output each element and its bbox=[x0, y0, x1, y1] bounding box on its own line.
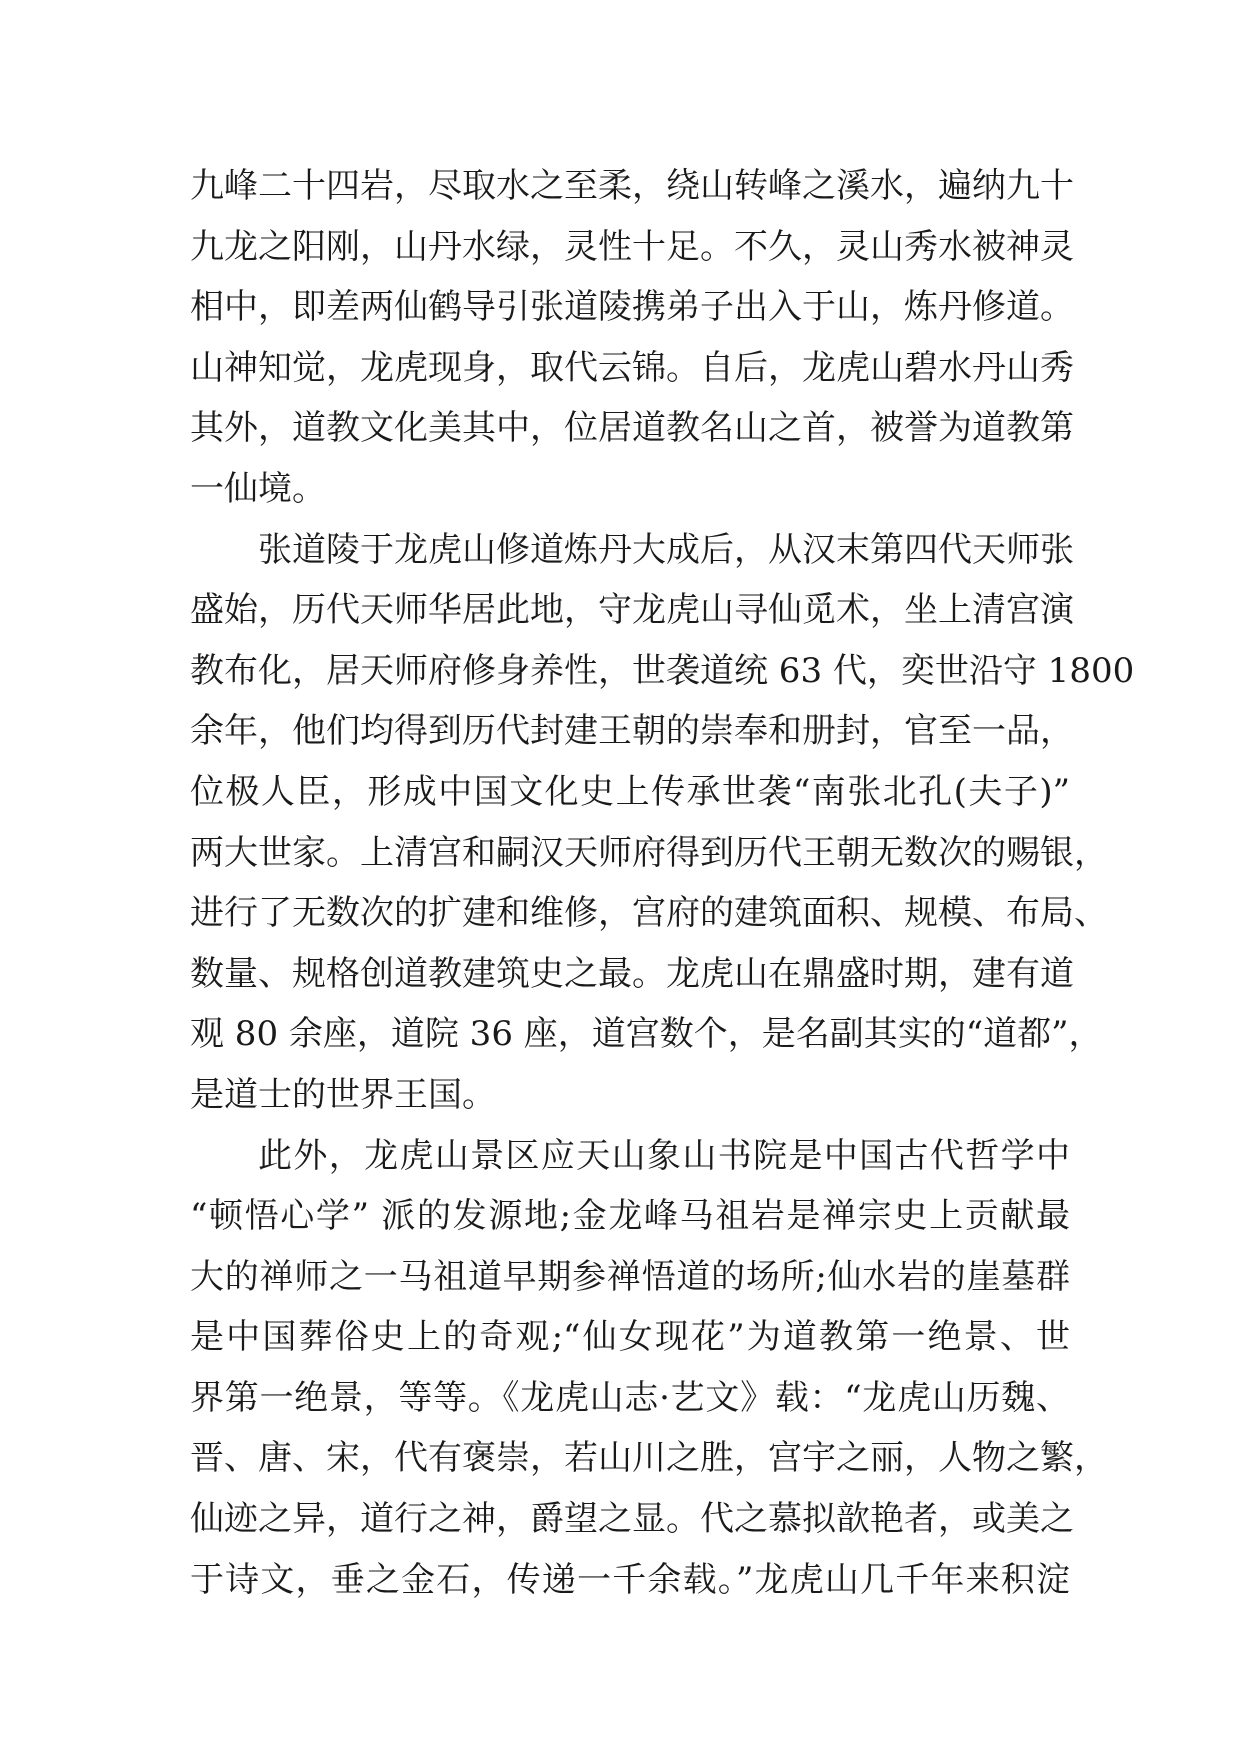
text-line: 数量、规格创道教建筑史之最。龙虎山在鼎盛时期，建有道 bbox=[190, 953, 1074, 994]
text-line: 观 80 余座，道院 36 座，道宫数个，是名副其实的“道都”， bbox=[190, 1014, 1103, 1055]
document-body bbox=[190, 156, 1135, 1610]
text-line: 其外，道教文化美其中，位居道教名山之首，被誉为道教第 bbox=[190, 408, 1074, 449]
text-line: 此外，龙虎山景区应天山象山书院是中国古代哲学中 bbox=[258, 1135, 1070, 1176]
paragraph bbox=[190, 156, 1074, 520]
text-line: 一仙境。 bbox=[190, 468, 326, 509]
text-line: 九龙之阳刚，山丹水绿，灵性十足。不久，灵山秀水被神灵 bbox=[190, 226, 1074, 267]
text-line: “顿悟心学” 派的发源地;金龙峰马祖岩是禅宗史上贡献最 bbox=[190, 1196, 1070, 1237]
text-line: 进行了无数次的扩建和维修，宫府的建筑面积、规模、布局、 bbox=[190, 893, 1108, 934]
text-line: 于诗文，垂之金石，传递一千余载。”龙虎山几千年来积淀 bbox=[190, 1559, 1070, 1600]
paragraph bbox=[190, 520, 1135, 1126]
text-line: 盛始，历代天师华居此地，守龙虎山寻仙觅术，坐上清宫演 bbox=[190, 590, 1074, 631]
text-line: 教布化，居天师府修身养性，世袭道统 63 代，奕世沿守 1800 bbox=[190, 650, 1135, 691]
text-line: 余年，他们均得到历代封建王朝的崇奉和册封，官至一品， bbox=[190, 711, 1074, 752]
text-line: 仙迹之异，道行之神，爵望之显。代之慕拟歆艳者，或美之 bbox=[190, 1499, 1074, 1540]
text-line: 张道陵于龙虎山修道炼丹大成后，从汉末第四代天师张 bbox=[258, 529, 1074, 570]
text-line: 是中国葬俗史上的奇观;“仙女现花”为道教第一绝景、世 bbox=[190, 1317, 1070, 1358]
text-line: 是道士的世界王国。 bbox=[190, 1074, 496, 1115]
text-line: 两大世家。上清宫和嗣汉天师府得到历代王朝无数次的赐银， bbox=[190, 832, 1108, 873]
text-line: 晋、唐、宋，代有褒崇，若山川之胜，宫宇之丽，人物之繁， bbox=[190, 1438, 1108, 1479]
paragraph bbox=[190, 1126, 1108, 1611]
text-line: 位极人臣，形成中国文化史上传承世袭“南张北孔(夫子)” bbox=[190, 771, 1070, 812]
text-line: 大的禅师之一马祖道早期参禅悟道的场所;仙水岩的崖墓群 bbox=[190, 1256, 1070, 1297]
text-line: 九峰二十四岩，尽取水之至柔，绕山转峰之溪水，遍纳九十 bbox=[190, 166, 1074, 206]
text-line: 相中，即差两仙鹤导引张道陵携弟子出入于山，炼丹修道。 bbox=[190, 287, 1074, 328]
text-line: 山神知觉，龙虎现身，取代云锦。自后，龙虎山碧水丹山秀 bbox=[190, 347, 1074, 388]
text-line: 界第一绝景，等等。《龙虎山志·艺文》载：“龙虎山历魏、 bbox=[190, 1377, 1070, 1418]
